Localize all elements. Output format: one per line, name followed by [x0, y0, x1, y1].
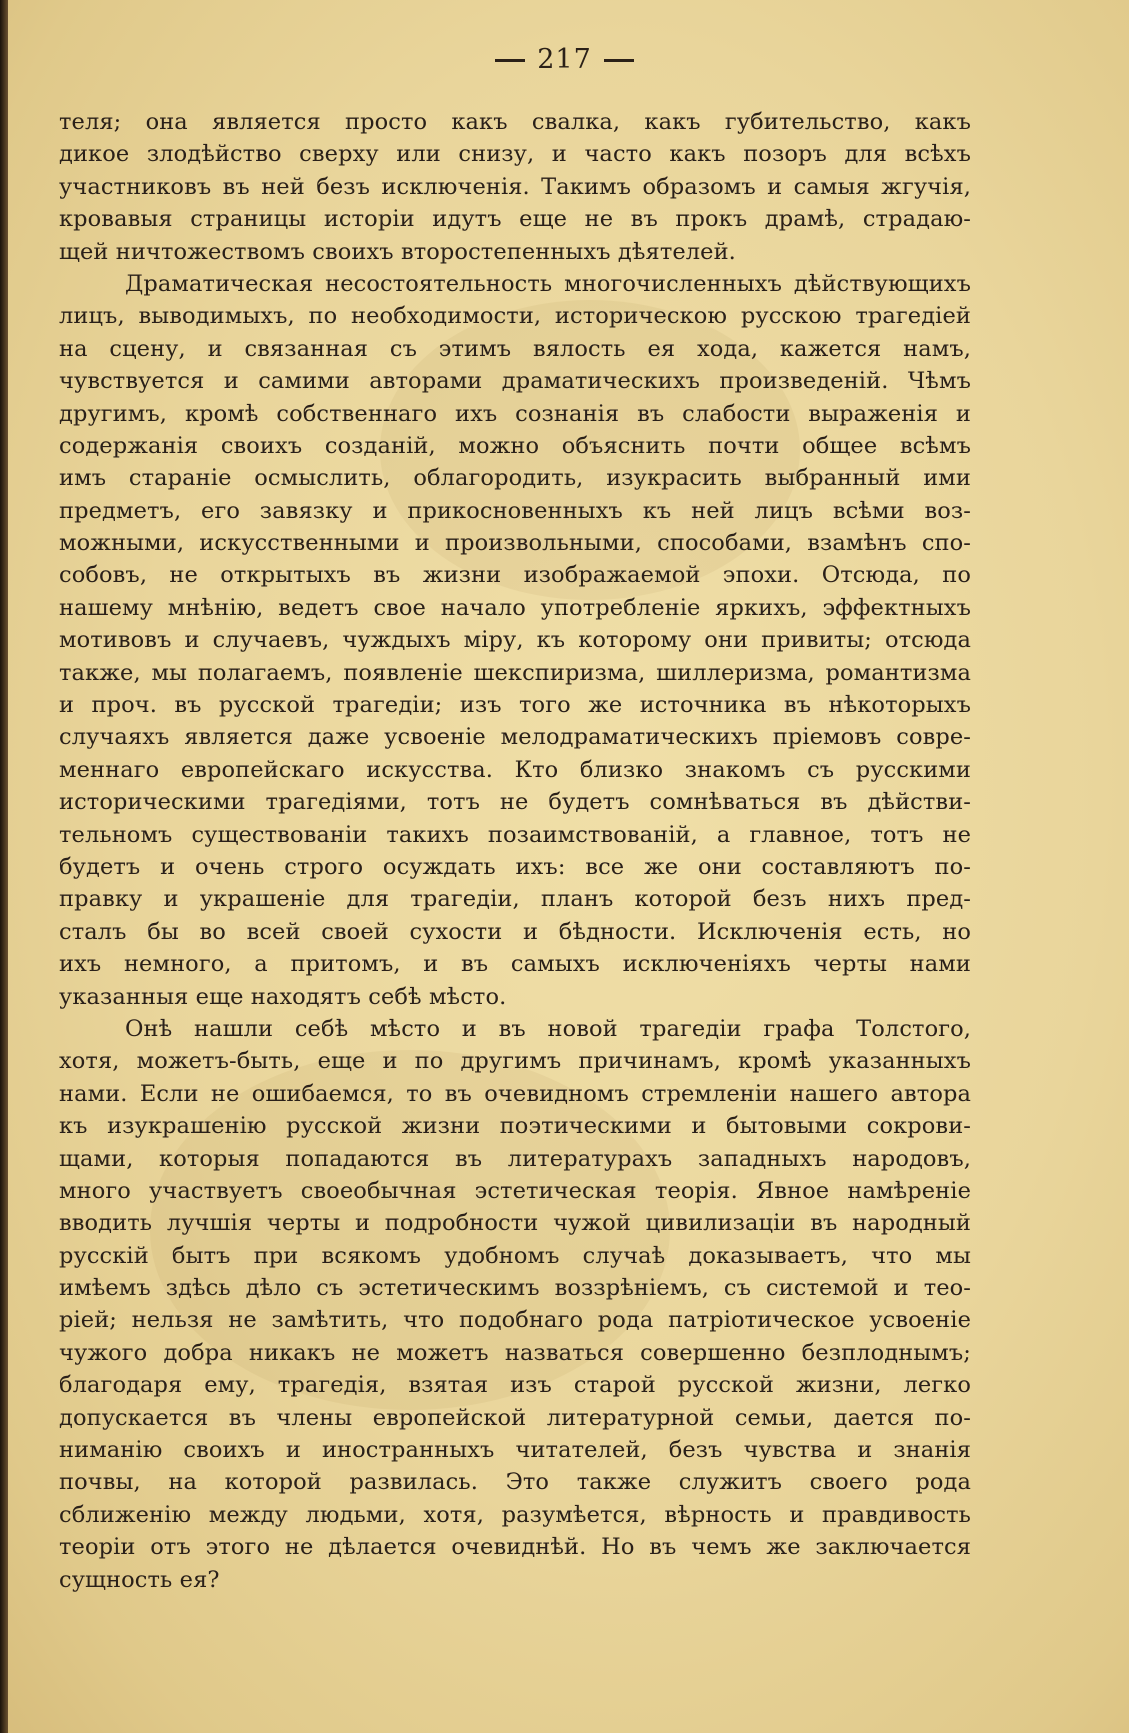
text-line: меннаго европейскаго искусства. Кто близко знакомъ съ русскими	[59, 756, 971, 783]
text-line: и проч. въ русской трагедіи; изъ того же источника въ нѣкоторыхъ	[59, 692, 971, 719]
page-number-dash-right	[604, 59, 634, 62]
text-line: щами, которыя попадаются въ литературахъ западныхъ народовъ,	[59, 1145, 971, 1172]
text-line: чужого добра никакъ не можетъ назваться совершенно безплоднымъ;	[59, 1339, 971, 1366]
text-line: щей ничтожествомъ своихъ второстепенныхъ дѣятелей.	[59, 238, 736, 265]
text-line: чувствуется и самими авторами драматическихъ произведеній. Чѣмъ	[59, 368, 971, 395]
text-line: Онѣ нашли себѣ мѣсто и въ новой трагедіи графа Толстого,	[125, 1015, 971, 1042]
text-line: лицъ, выводимыхъ, по необходимости, историческою русскою трагедіей	[59, 303, 971, 330]
text-line: нашему мнѣнію, ведетъ свое начало употребленіе яркихъ, эффектныхъ	[59, 594, 971, 621]
text-line: также, мы полагаемъ, появленіе шекспиризма, шиллеризма, романтизма	[59, 659, 971, 686]
text-line: сущность ея?	[59, 1566, 220, 1593]
text-line: предметъ, его завязку и прикосновенныхъ къ ней лицъ всѣми воз-	[59, 497, 971, 524]
text-line: кровавыя страницы исторіи идутъ еще не въ прокъ драмѣ, страдаю-	[59, 206, 971, 233]
text-line: мотивовъ и случаевъ, чуждыхъ міру, къ которому они привиты; отсюда	[59, 627, 971, 654]
text-line: тельномъ существованіи такихъ позаимствованій, а главное, тотъ не	[59, 821, 971, 848]
text-line: къ изукрашенію русской жизни поэтическими и бытовыми сокрови-	[59, 1113, 971, 1140]
text-line: историческими трагедіями, тотъ не будетъ сомнѣваться въ дѣйстви-	[59, 789, 971, 816]
text-line: ниманію своихъ и иностранныхъ читателей, безъ чувства и знанія	[59, 1437, 971, 1464]
text-line: можными, искусственными и произвольными, способами, взамѣнъ спо-	[59, 530, 971, 557]
text-line: имѣемъ здѣсь дѣло съ эстетическимъ воззрѣніемъ, съ системой и тео-	[59, 1275, 971, 1302]
text-line: допускается въ члены европейской литературной семьи, дается по-	[59, 1404, 971, 1431]
text-line: много участвуетъ своеобычная эстетическая теорія. Явное намѣреніе	[59, 1177, 971, 1204]
text-line: на сцену, и связанная съ этимъ вялость ея хода, кажется намъ,	[59, 335, 971, 362]
text-line: собовъ, не открытыхъ въ жизни изображаемой эпохи. Отсюда, по	[59, 562, 971, 589]
text-line: ихъ немного, а притомъ, и въ самыхъ исключеніяхъ черты нами	[59, 951, 971, 978]
body-text	[59, 106, 971, 1596]
text-line: русскій бытъ при всякомъ удобномъ случаѣ доказываетъ, что мы	[59, 1242, 971, 1269]
text-line: содержанія своихъ созданій, можно объяснить почти общее всѣмъ	[59, 432, 971, 459]
text-line: будетъ и очень строго осуждать ихъ: все же они составляютъ по-	[59, 853, 971, 880]
text-line: почвы, на которой развилась. Это также служитъ своего рода	[59, 1469, 971, 1496]
text-line: правку и украшеніе для трагедіи, планъ которой безъ нихъ пред-	[59, 886, 971, 913]
text-line: указанныя еще находятъ себѣ мѣсто.	[59, 983, 507, 1010]
text-line: сближенію между людьми, хотя, разумѣется, вѣрность и правдивость	[59, 1501, 971, 1528]
text-line: имъ стараніе осмыслить, облагородить, изукрасить выбранный ими	[59, 465, 971, 492]
text-line: другимъ, кромѣ собственнаго ихъ сознанія въ слабости выраженія и	[59, 400, 971, 427]
text-line: теля; она является просто какъ свалка, какъ губительство, какъ	[59, 109, 971, 135]
text-line: нами. Если не ошибаемся, то въ очевидномъ стремленіи нашего автора	[59, 1080, 971, 1107]
page-number-dash-left	[495, 59, 525, 62]
text-line: вводить лучшія черты и подробности чужой цивилизаціи въ народный	[59, 1210, 971, 1237]
text-line: сталъ бы во всей своей сухости и бѣдности. Исключенія есть, но	[59, 918, 971, 945]
text-line: благодаря ему, трагедія, взятая изъ старой русской жизни, легко	[59, 1372, 971, 1399]
text-line: случаяхъ является даже усвоеніе мелодраматическихъ пріемовъ совре-	[59, 724, 971, 751]
page-number	[0, 44, 1129, 75]
text-line: участниковъ въ ней безъ исключенія. Такимъ образомъ и самыя жгучія,	[59, 173, 971, 200]
text-line: хотя, можетъ-быть, еще и по другимъ причинамъ, кромѣ указанныхъ	[59, 1048, 971, 1075]
page-spine-shadow	[0, 0, 8, 1733]
text-line: Драматическая несостоятельность многочисленныхъ дѣйствующихъ	[125, 270, 971, 297]
text-line: дикое злодѣйство сверху или снизу, и часто какъ позоръ для всѣхъ	[59, 141, 971, 168]
text-line: ріей; нельзя не замѣтить, что подобнаго рода патріотическое усвоеніе	[59, 1307, 971, 1334]
text-line: теоріи отъ этого не дѣлается очевиднѣй. Но въ чемъ же заключается	[59, 1534, 971, 1561]
page-number-value: 217	[537, 44, 592, 75]
